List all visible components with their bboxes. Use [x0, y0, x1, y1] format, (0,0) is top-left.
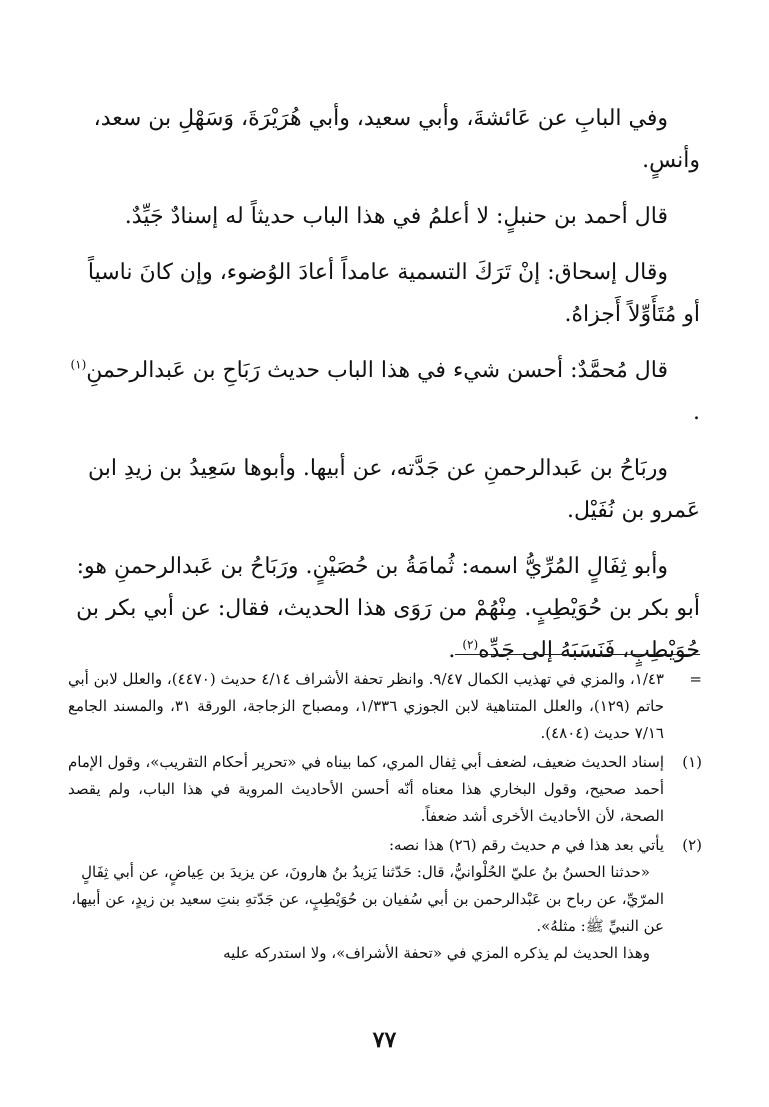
page-number: ٧٧ — [372, 1027, 397, 1053]
paragraph-6-tail: . — [448, 638, 463, 663]
footnote-marker: = — [689, 670, 702, 688]
footnote-1 — [68, 749, 702, 830]
footnote-ref-1: (١) — [70, 357, 87, 372]
footnote-text: ١/٤٣، والمزي في تهذيب الكمال ٩/٤٧. وانظر تحفة الأشراف ٤/١٤ حديث (٤٤٧٠)، والعلل لابن أبي حاتم (١٢٩)، والعلل المتناهية لابن الجوزي ١/٣٣٦، ومصباح الزجاجة، الورقة ٣١، والمسند الجامع ٧/١٦ حديث (٤٨٠٤). — [68, 670, 665, 742]
footnotes — [68, 666, 702, 969]
paragraph-2: قال أحمد بن حنبلٍ: لا أعلمُ في هذا الباب حديثاً له إسنادٌ جَيِّدٌ. — [124, 204, 668, 229]
paragraph-4 — [70, 350, 700, 434]
paragraph-6-text: وأبو ثِفَالٍ المُرِّيُّ اسمه: ثُمامَةُ بن حُصَيْنٍ. ورَبَاحُ بن عَبدالرحمنِ هو: أبو بكر بن حُوَيْطِبٍ. مِنْهُمْ من رَوَى هذا الحديث، فقال: عن أبي بكر بن حُوَيْطِبٍ، فَنَسَبَهُ إلى جَدِّه — [76, 554, 700, 663]
paragraph-4-text: قال مُحمَّدٌ: أحسن شيء في هذا الباب حديث رَبَاحِ بن عَبدالرحمنِ — [86, 358, 668, 383]
footnote-continuation-text: وهذا الحديث لم يذكره المزي في «تحفة الأشراف»، ولا استدركه عليه — [223, 944, 650, 962]
footnote-marker: (٢) — [682, 836, 702, 854]
footnote-ref-2: (٢) — [462, 637, 479, 652]
paragraph-3: وقال إسحاق: إنْ تَرَكَ التسمية عامداً أعادَ الوُضوء، وإن كانَ ناسياً أو مُتَأَوِّلاً أَجزاهُ. — [87, 260, 700, 327]
footnote-body — [68, 749, 664, 830]
footnote-quoted-hadith: «حدثنا الحسنُ بنُ عليّ الحُلْوانيُّ، قال: حَدّثنا يَزيدُ بنُ هارونَ، عن يزيدَ بن عِياضٍ، عن أبي ثِفَالٍ المرّيِّ، عن رباح بن عَبْدالرحمن بن أبي سُفيان بن حُوَيْطِبٍ، عن جَدّتهِ بنتِ سعيد بن زيدٍ، عن أبيها، عن النبيِّ ﷺ: مثلهُ». — [71, 863, 664, 935]
footnote-marker: (١) — [682, 753, 702, 771]
paragraph-1: وفي البابِ عن عَائشةَ، وأبي سعيد، وأبي هُرَيْرَةَ، وَسَهْلِ بن سعد، وأنسٍ. — [93, 106, 700, 173]
paragraph-5: وربَاحُ بن عَبدالرحمنِ عن جَدَّته، عن أبيها. وأبوها سَعِيدُ بن زيدِ ابن عَمرو بن نُفَيْل. — [88, 456, 700, 523]
footnote-divider — [455, 654, 700, 655]
footnote-text: إسناد الحديث ضعيف، لضعف أبي ثِفال المري، كما بيناه في «تحرير أحكام التقريب»، وقول الإمام أحمد صحيح، وقول البخاري هذا معناه أنّه أحسن الأحاديث المروية في هذا الباب، ولم يقصد الصحة، لأن الأحاديث الأخرى أشد ضعفاً. — [68, 753, 664, 825]
footnote-text: يأتي بعد هذا في م حديث رقم (٢٦) هذا نصه: — [388, 836, 664, 854]
footnote-continuation — [68, 666, 702, 747]
main-text — [70, 98, 700, 686]
paragraph-4-tail: . — [693, 400, 700, 425]
footnote-2 — [68, 832, 702, 967]
footnote-body — [68, 666, 664, 747]
footnote-body — [68, 832, 664, 967]
